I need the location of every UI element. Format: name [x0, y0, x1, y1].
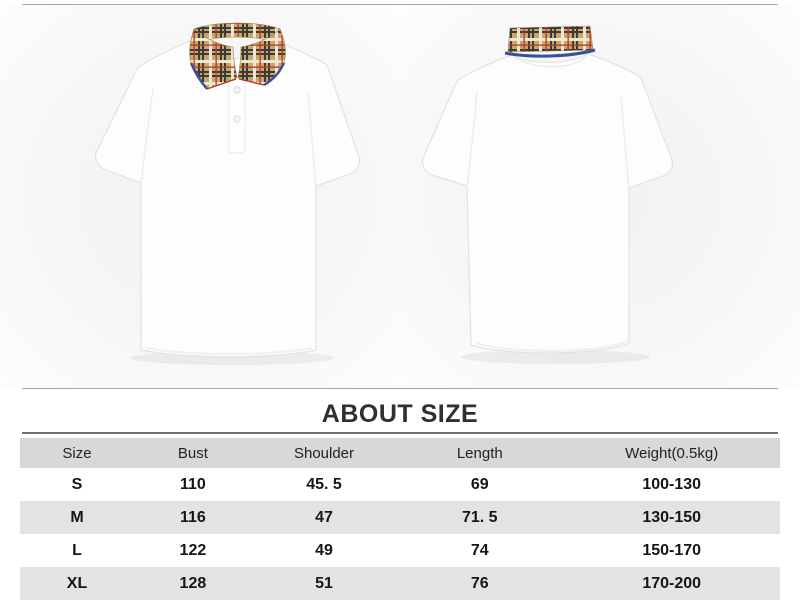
- cell-weight: 100-130: [563, 468, 780, 501]
- size-table: [20, 438, 780, 600]
- cell-bust: 122: [134, 534, 252, 567]
- col-header-bust: Bust: [134, 438, 252, 468]
- cell-weight: 170-200: [563, 567, 780, 600]
- cell-size: S: [20, 468, 134, 501]
- cell-size: XL: [20, 567, 134, 600]
- cell-size: M: [20, 501, 134, 534]
- cell-shoulder: 47: [252, 501, 396, 534]
- cell-shoulder: 45. 5: [252, 468, 396, 501]
- size-table-header-row: [20, 438, 780, 468]
- col-header-shoulder: Shoulder: [252, 438, 396, 468]
- cell-length: 74: [396, 534, 563, 567]
- cell-weight: 130-150: [563, 501, 780, 534]
- title-underline: [22, 432, 778, 434]
- cell-length: 71. 5: [396, 501, 563, 534]
- cell-length: 69: [396, 468, 563, 501]
- front-top-button: [234, 87, 240, 93]
- front-second-button: [234, 116, 240, 122]
- cell-size: L: [20, 534, 134, 567]
- size-row-m: [20, 501, 780, 534]
- cell-shoulder: 49: [252, 534, 396, 567]
- col-header-weight: Weight(0.5kg): [563, 438, 780, 468]
- cell-weight: 150-170: [563, 534, 780, 567]
- cell-bust: 128: [134, 567, 252, 600]
- size-row-xl: [20, 567, 780, 600]
- cell-shoulder: 51: [252, 567, 396, 600]
- size-section-title: ABOUT SIZE: [321, 400, 479, 428]
- size-table-section: [20, 438, 780, 600]
- photo-bottom-divider: [22, 388, 778, 389]
- col-header-size: Size: [20, 438, 134, 468]
- cell-length: 76: [396, 567, 563, 600]
- size-row-s: [20, 468, 780, 501]
- product-photo-strip: [0, 5, 800, 388]
- size-row-l: [20, 534, 780, 567]
- col-header-length: Length: [396, 438, 563, 468]
- cell-bust: 110: [134, 468, 252, 501]
- cell-bust: 116: [134, 501, 252, 534]
